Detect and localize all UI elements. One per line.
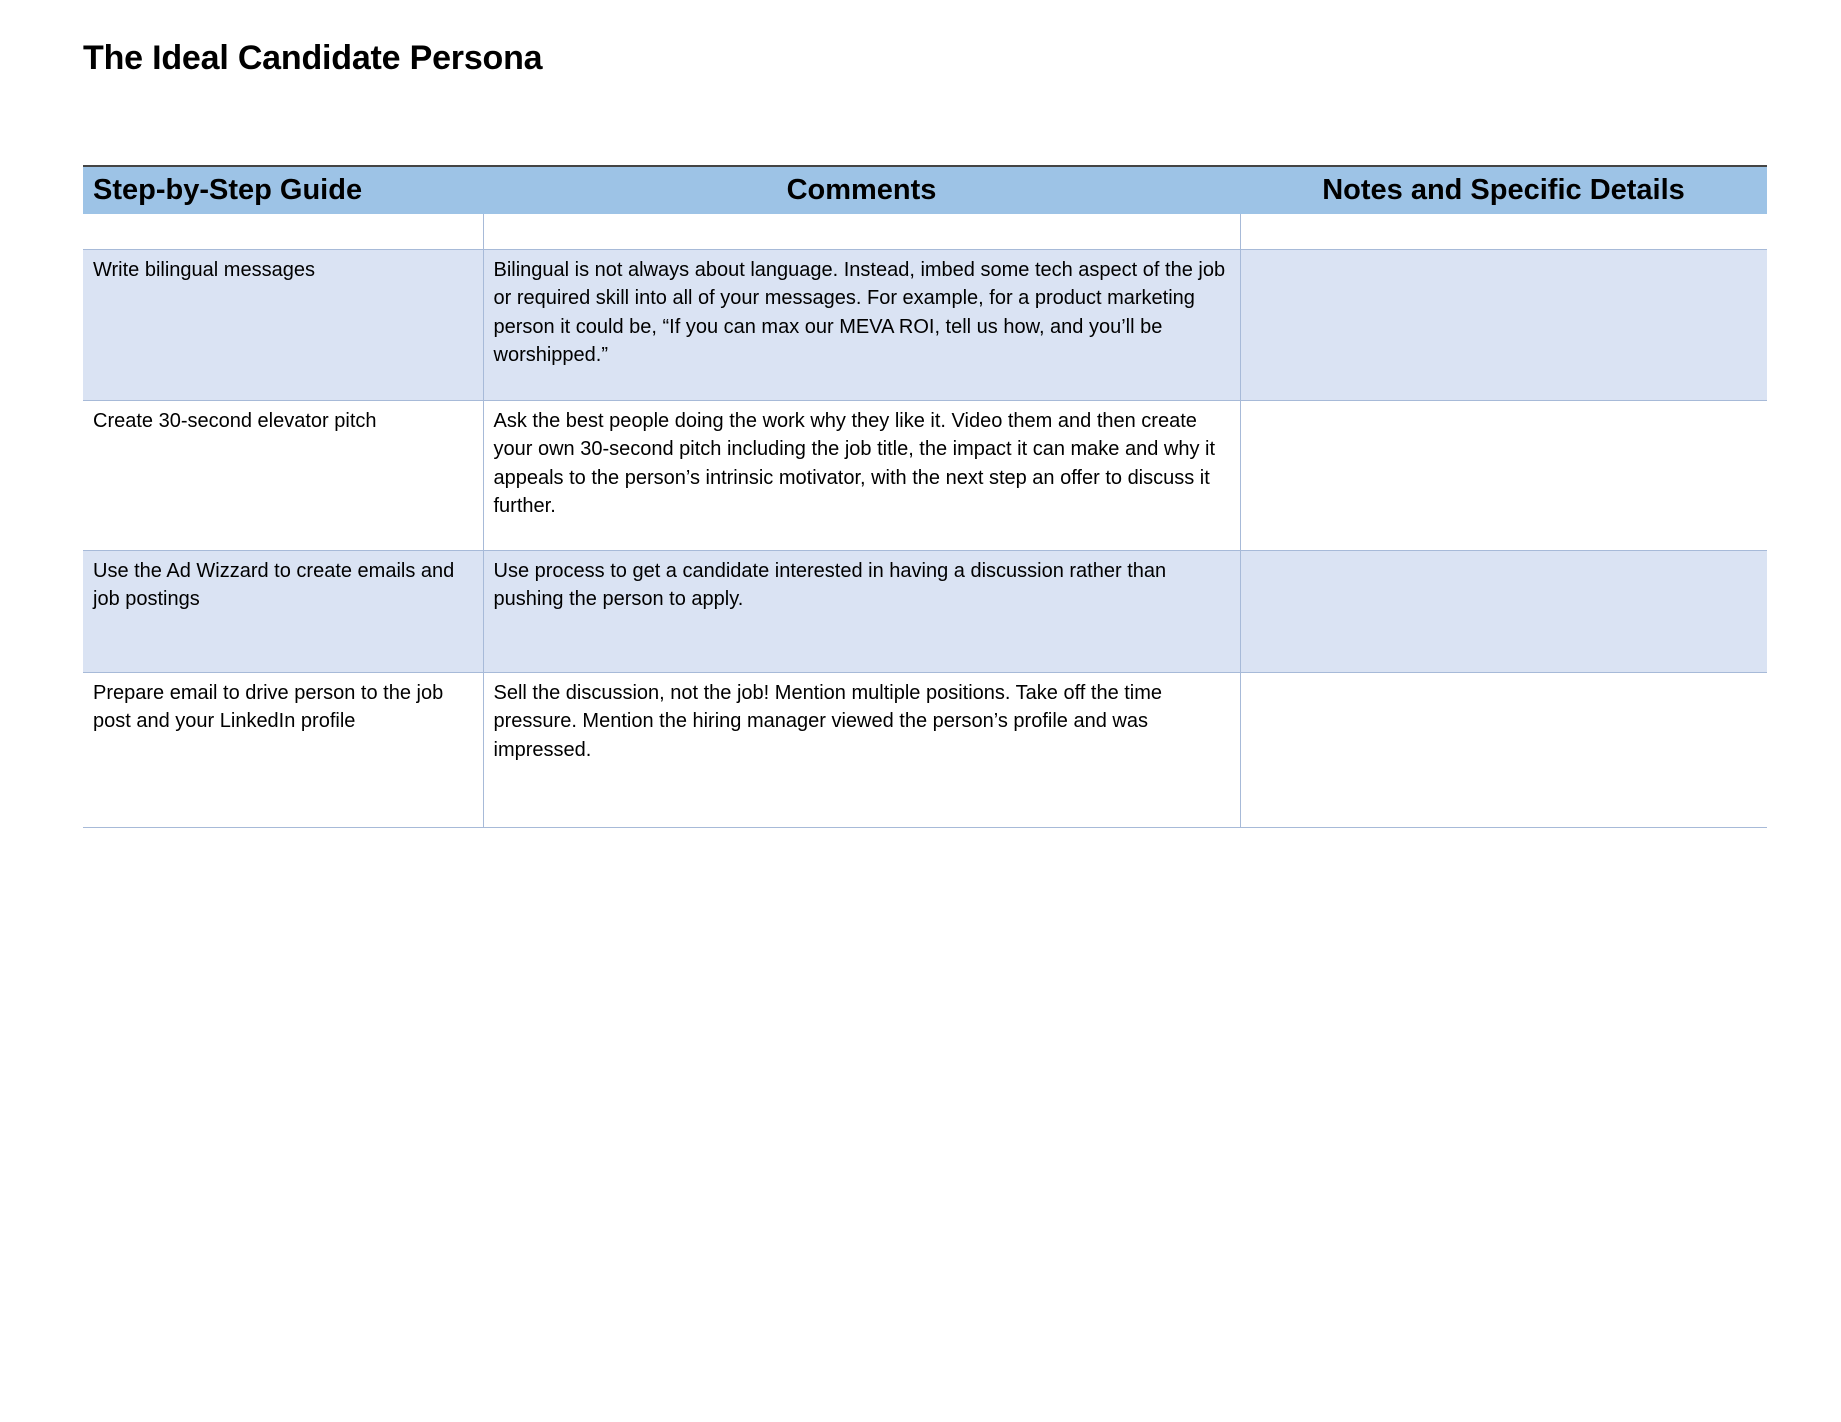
step-cell: Prepare email to drive person to the job post and your LinkedIn profile xyxy=(83,672,483,827)
table-spacer-row xyxy=(83,214,1767,249)
comment-cell: Use process to get a candidate interested in having a discussion rather than pushing the person to apply. xyxy=(483,550,1240,672)
table-row xyxy=(83,672,1767,827)
page-title: The Ideal Candidate Persona xyxy=(83,39,543,77)
guide-table xyxy=(83,165,1767,828)
table-cell-empty xyxy=(83,214,483,249)
comment-cell: Bilingual is not always about language. Instead, imbed some tech aspect of the job or required skill into all of your messages. For example, for a product marketing person it could be, “If you can max our MEVA ROI, tell us how, and you’ll be worshipped.” xyxy=(483,249,1240,400)
table-header-row xyxy=(83,166,1767,214)
table-row xyxy=(83,249,1767,400)
step-cell: Write bilingual messages xyxy=(83,249,483,400)
notes-cell[interactable] xyxy=(1240,550,1767,672)
notes-cell[interactable] xyxy=(1240,400,1767,550)
comment-cell: Sell the discussion, not the job! Mention multiple positions. Take off the time pressure. Mention the hiring manager viewed the person’s profile and was impressed. xyxy=(483,672,1240,827)
comment-cell: Ask the best people doing the work why they like it. Video them and then create your own 30-second pitch including the job title, the impact it can make and why it appeals to the person’s intrinsic motivator, with the next step an offer to discuss it further. xyxy=(483,400,1240,550)
table-cell-empty xyxy=(1240,214,1767,249)
table-row xyxy=(83,400,1767,550)
table-row xyxy=(83,550,1767,672)
column-header-comments: Comments xyxy=(786,174,937,206)
column-header-step-guide: Step-by-Step Guide xyxy=(93,174,363,206)
step-cell: Create 30-second elevator pitch xyxy=(83,400,483,550)
step-cell: Use the Ad Wizzard to create emails and job postings xyxy=(83,550,483,672)
notes-cell[interactable] xyxy=(1240,672,1767,827)
column-header-notes: Notes and Specific Details xyxy=(1322,174,1685,206)
notes-cell[interactable] xyxy=(1240,249,1767,400)
table-cell-empty xyxy=(483,214,1240,249)
